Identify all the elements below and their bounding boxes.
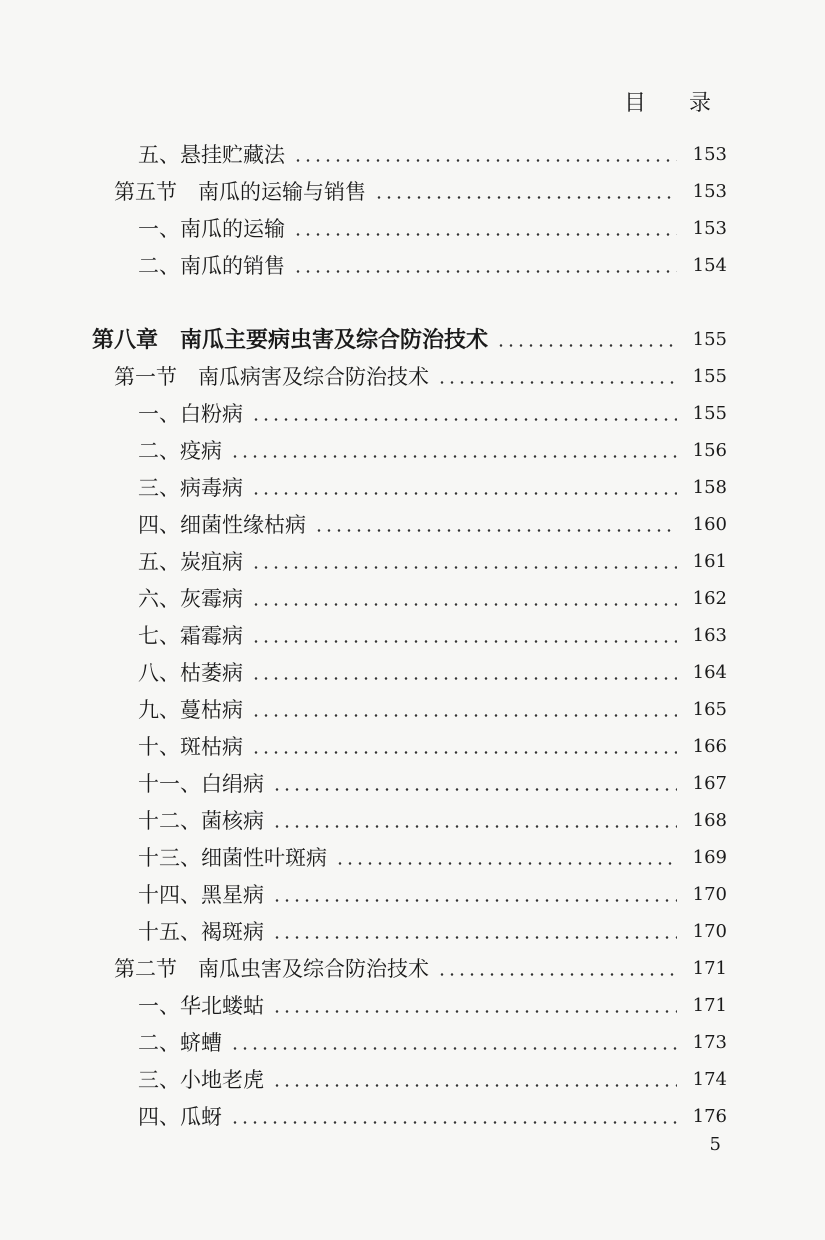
- toc-entry-title: 五、炭疽病: [138, 550, 243, 574]
- toc-entry-title: 九、蔓枯病: [138, 698, 243, 722]
- dot-leader: [251, 603, 677, 606]
- toc-item-entry: [0, 695, 825, 725]
- toc-chapter-entry: [0, 325, 825, 355]
- page-number: 5: [709, 1134, 721, 1155]
- toc-entry-title: 一、白粉病: [138, 402, 243, 426]
- toc-entry-page: 162: [692, 588, 727, 609]
- toc-item-entry: [0, 732, 825, 762]
- toc-entry-page: 167: [692, 773, 727, 794]
- toc-item-entry: [0, 251, 825, 281]
- dot-leader: [272, 899, 677, 902]
- dot-leader: [272, 936, 677, 939]
- toc-entry-page: 154: [692, 255, 727, 276]
- dot-leader: [251, 418, 677, 421]
- dot-leader: [293, 233, 677, 236]
- toc-section-entry: [0, 177, 825, 207]
- toc-entry-page: 171: [692, 995, 727, 1016]
- running-header: 目 录: [624, 91, 729, 116]
- toc-entry-page: 155: [692, 403, 727, 424]
- toc-entry-title: 十一、白绢病: [138, 772, 264, 796]
- toc-entry-title: 二、疫病: [138, 439, 222, 463]
- toc-item-entry: [0, 991, 825, 1021]
- toc-entry-page: 169: [692, 847, 727, 868]
- toc-item-entry: [0, 843, 825, 873]
- dot-leader: [335, 862, 677, 865]
- dot-leader: [437, 381, 677, 384]
- toc-section-entry: [0, 362, 825, 392]
- toc-entry-title: 八、枯萎病: [138, 661, 243, 685]
- toc-item-entry: [0, 547, 825, 577]
- toc-entry-page: 155: [692, 366, 727, 387]
- toc-item-entry: [0, 584, 825, 614]
- toc-entry-title: 二、南瓜的销售: [138, 254, 285, 278]
- toc-entry-page: 176: [692, 1106, 727, 1127]
- toc-entry-title: 一、华北蝼蛄: [138, 994, 264, 1018]
- toc-entry-title: 十、斑枯病: [138, 735, 243, 759]
- dot-leader: [272, 1010, 677, 1013]
- toc-entry-page: 165: [692, 699, 727, 720]
- toc-entry-page: 158: [692, 477, 727, 498]
- toc-item-entry: [0, 140, 825, 170]
- toc-entry-title: 七、霜霉病: [138, 624, 243, 648]
- dot-leader: [437, 973, 677, 976]
- toc-entry-page: 173: [692, 1032, 727, 1053]
- dot-leader: [230, 1121, 677, 1124]
- toc-item-entry: [0, 880, 825, 910]
- toc-item-entry: [0, 399, 825, 429]
- toc-entry-title: 三、小地老虎: [138, 1068, 264, 1092]
- toc-entry-page: 170: [692, 884, 727, 905]
- toc-entry-page: 156: [692, 440, 727, 461]
- dot-leader: [251, 492, 677, 495]
- dot-leader: [251, 640, 677, 643]
- dot-leader: [230, 455, 677, 458]
- toc-entry-page: 164: [692, 662, 727, 683]
- toc-entry-page: 153: [692, 218, 727, 239]
- toc-entry-title: 二、蛴螬: [138, 1031, 222, 1055]
- toc-entry-title: 十三、细菌性叶斑病: [138, 846, 327, 870]
- toc-entry-page: 153: [692, 181, 727, 202]
- toc-item-entry: [0, 473, 825, 503]
- toc-entry-title: 四、瓜蚜: [138, 1105, 222, 1129]
- toc-entry-page: 174: [692, 1069, 727, 1090]
- dot-leader: [251, 566, 677, 569]
- dot-leader: [293, 159, 677, 162]
- dot-leader: [272, 1084, 677, 1087]
- dot-leader: [251, 751, 677, 754]
- toc-entry-title: 三、病毒病: [138, 476, 243, 500]
- dot-leader: [251, 714, 677, 717]
- toc-entry-page: 160: [692, 514, 727, 535]
- toc-item-entry: [0, 1028, 825, 1058]
- toc-entry-title: 十五、褐斑病: [138, 920, 264, 944]
- toc-entry-title: 第五节 南瓜的运输与销售: [114, 180, 366, 204]
- dot-leader: [230, 1047, 677, 1050]
- dot-leader: [272, 825, 677, 828]
- toc-entry-page: 155: [692, 329, 727, 350]
- toc-entry-page: 153: [692, 144, 727, 165]
- toc-entry-page: 168: [692, 810, 727, 831]
- toc-entry-page: 161: [692, 551, 727, 572]
- toc-item-entry: [0, 806, 825, 836]
- toc-entry-page: 166: [692, 736, 727, 757]
- toc-item-entry: [0, 510, 825, 540]
- toc-item-entry: [0, 917, 825, 947]
- dot-leader: [496, 344, 677, 347]
- toc-entry-page: 170: [692, 921, 727, 942]
- toc-entry-title: 第一节 南瓜病害及综合防治技术: [114, 365, 429, 389]
- toc-entry-title: 六、灰霉病: [138, 587, 243, 611]
- toc-item-entry: [0, 214, 825, 244]
- toc-item-entry: [0, 1102, 825, 1132]
- dot-leader: [272, 788, 677, 791]
- toc-item-entry: [0, 621, 825, 651]
- toc-entry-title: 五、悬挂贮藏法: [138, 143, 285, 167]
- toc-item-entry: [0, 769, 825, 799]
- toc-entry-title: 四、细菌性缘枯病: [138, 513, 306, 537]
- dot-leader: [251, 677, 677, 680]
- toc-entry-title: 第二节 南瓜虫害及综合防治技术: [114, 957, 429, 981]
- toc-entry-page: 163: [692, 625, 727, 646]
- toc-entry-page: 171: [692, 958, 727, 979]
- dot-leader: [293, 270, 677, 273]
- toc-item-entry: [0, 658, 825, 688]
- dot-leader: [314, 529, 677, 532]
- toc-entry-title: 第八章 南瓜主要病虫害及综合防治技术: [92, 327, 489, 353]
- toc-item-entry: [0, 1065, 825, 1095]
- toc-entry-title: 十四、黑星病: [138, 883, 264, 907]
- toc-item-entry: [0, 436, 825, 466]
- toc-entry-title: 十二、菌核病: [138, 809, 264, 833]
- dot-leader: [374, 196, 677, 199]
- toc-entry-title: 一、南瓜的运输: [138, 217, 285, 241]
- toc-section-entry: [0, 954, 825, 984]
